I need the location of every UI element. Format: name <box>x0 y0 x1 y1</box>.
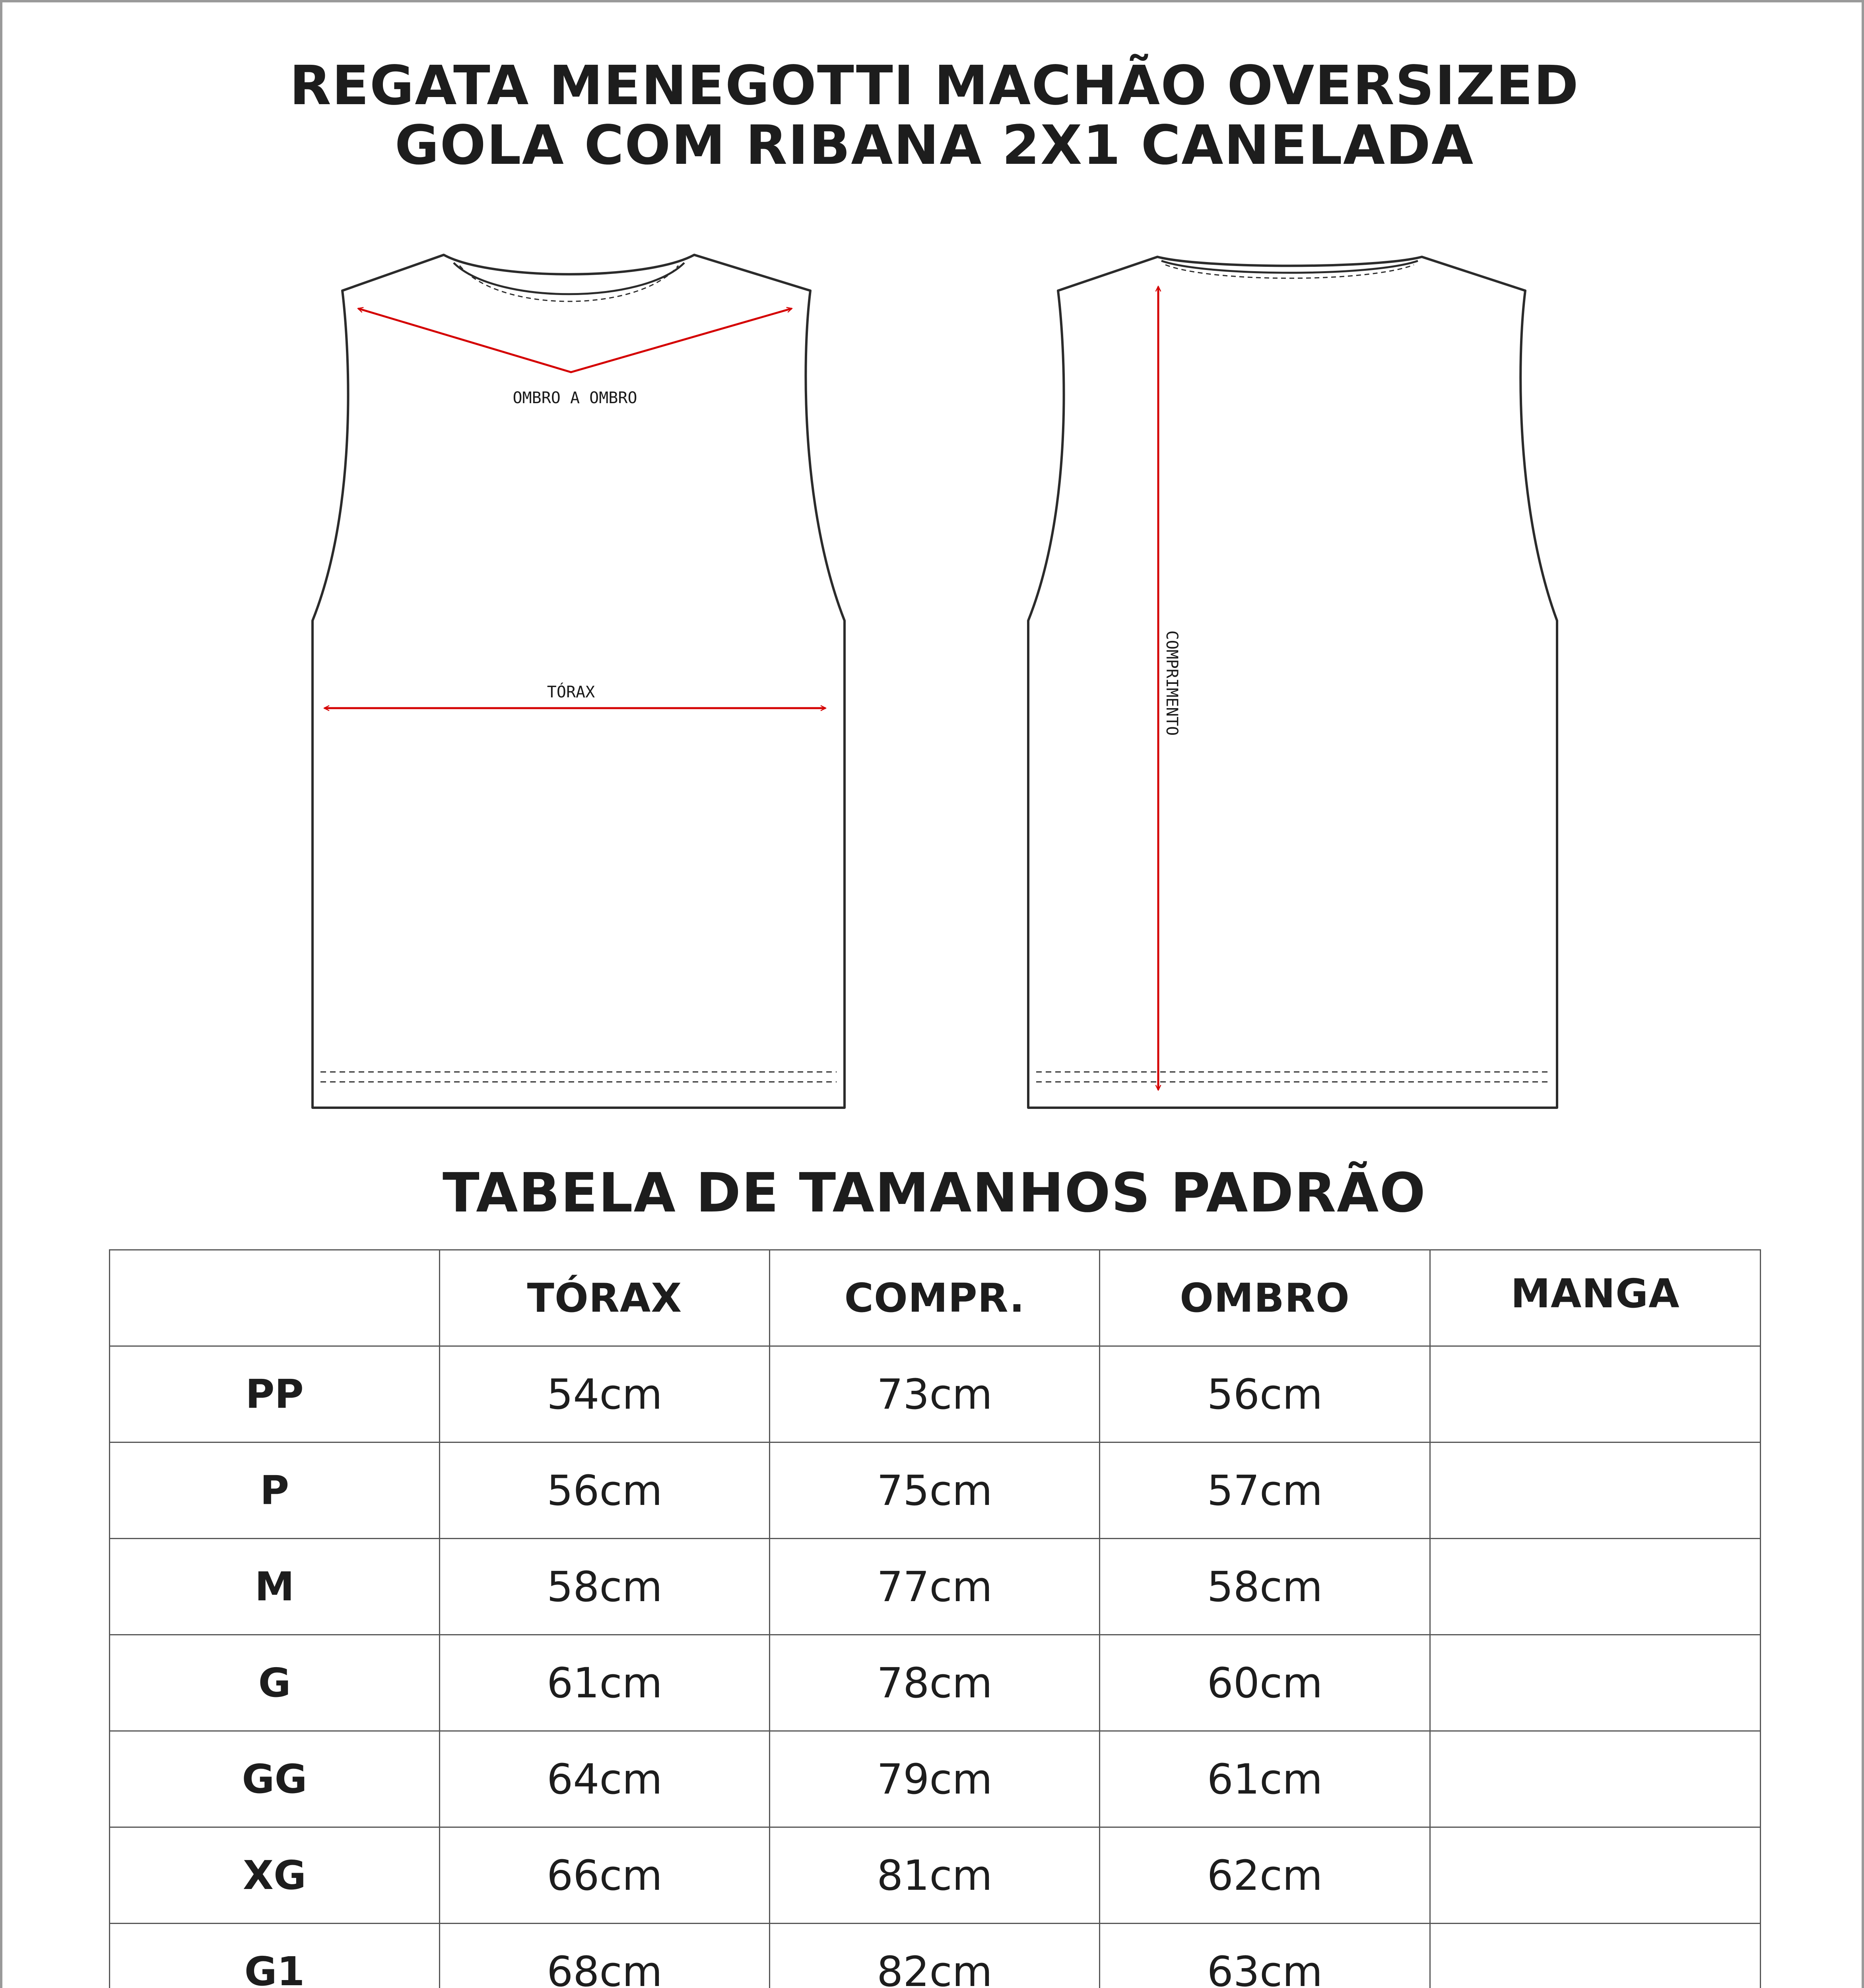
size-table-header-row <box>110 1250 1761 1346</box>
ombro-cell: 61cm <box>1100 1731 1430 1827</box>
table-row <box>110 1539 1761 1635</box>
ombro-cell: 63cm <box>1100 1924 1430 1988</box>
ombro-cell: 60cm <box>1100 1635 1430 1731</box>
comprimento-cell: 75cm <box>770 1442 1100 1539</box>
front-outline <box>313 255 845 1108</box>
header-comprimento: COMPR. <box>770 1250 1100 1346</box>
size-cell: G1 <box>110 1924 440 1988</box>
table-row <box>110 1635 1761 1731</box>
back-tank-top <box>1028 257 1557 1108</box>
header-empty <box>110 1250 440 1346</box>
chest-label: TÓRAX <box>547 683 595 701</box>
back-outline <box>1028 257 1557 1108</box>
front-tank-top <box>313 255 845 1108</box>
torax-cell: 61cm <box>440 1635 770 1731</box>
comprimento-cell: 82cm <box>770 1924 1100 1988</box>
comprimento-cell: 77cm <box>770 1539 1100 1635</box>
comprimento-cell: 78cm <box>770 1635 1100 1731</box>
ombro-cell: 56cm <box>1100 1346 1430 1442</box>
size-cell: XG <box>110 1827 440 1924</box>
size-table-title: TABELA DE TAMANHOS PADRÃO <box>443 1162 1426 1225</box>
manga-cell <box>1430 1346 1761 1442</box>
comprimento-cell: 81cm <box>770 1827 1100 1924</box>
product-title-line-1: REGATA MENEGOTTI MACHÃO OVERSIZED <box>289 54 1579 117</box>
torax-cell: 68cm <box>440 1924 770 1988</box>
manga-cell <box>1430 1827 1761 1924</box>
manga-cell <box>1430 1731 1761 1827</box>
table-row <box>110 1442 1761 1539</box>
table-row <box>110 1924 1761 1988</box>
manga-cell <box>1430 1635 1761 1731</box>
header-ombro: OMBRO <box>1100 1250 1430 1346</box>
comprimento-cell: 73cm <box>770 1346 1100 1442</box>
manga-cell <box>1430 1442 1761 1539</box>
torax-cell: 66cm <box>440 1827 770 1924</box>
size-cell: M <box>110 1539 440 1635</box>
comprimento-cell: 79cm <box>770 1731 1100 1827</box>
table-row <box>110 1731 1761 1827</box>
garment-diagrams <box>2 2 1864 1155</box>
size-cell: PP <box>110 1346 440 1442</box>
torax-cell: 56cm <box>440 1442 770 1539</box>
manga-cell <box>1430 1924 1761 1988</box>
size-cell: P <box>110 1442 440 1539</box>
table-row <box>110 1827 1761 1924</box>
torax-cell: 58cm <box>440 1539 770 1635</box>
shoulder-label: OMBRO A OMBRO <box>513 389 637 407</box>
torax-cell: 64cm <box>440 1731 770 1827</box>
header-manga: MANGA <box>1430 1250 1761 1346</box>
size-cell: G <box>110 1635 440 1731</box>
table-row <box>110 1346 1761 1442</box>
torax-cell: 54cm <box>440 1346 770 1442</box>
size-cell: GG <box>110 1731 440 1827</box>
header-torax: TÓRAX <box>440 1250 770 1346</box>
ombro-cell: 58cm <box>1100 1539 1430 1635</box>
ombro-cell: 62cm <box>1100 1827 1430 1924</box>
manga-cell <box>1430 1539 1761 1635</box>
product-title-line-2: GOLA COM RIBANA 2X1 CANELADA <box>394 114 1474 177</box>
ombro-cell: 57cm <box>1100 1442 1430 1539</box>
length-label: COMPRIMENTO <box>1163 630 1181 736</box>
size-table <box>109 1249 1761 1988</box>
